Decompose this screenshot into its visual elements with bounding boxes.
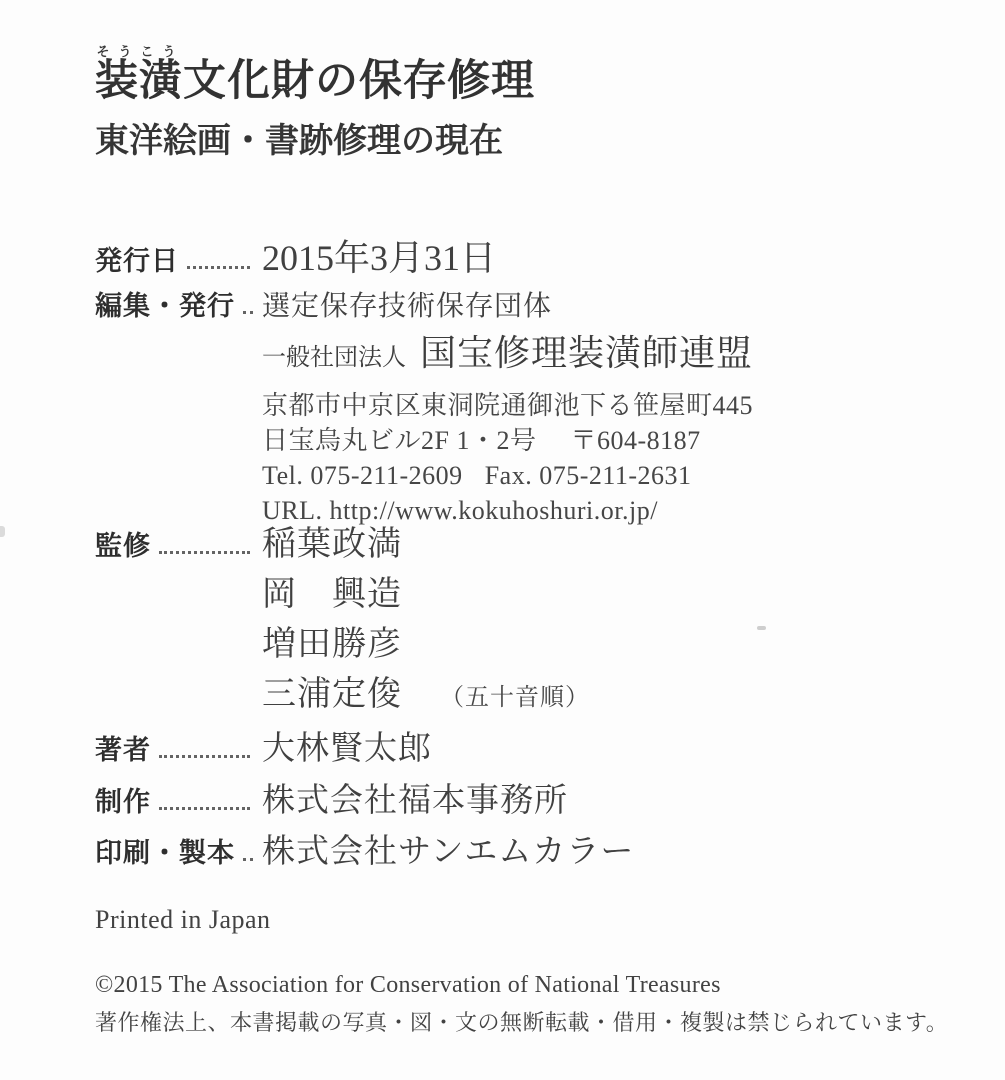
title-rest: 文化財の保存修理 (183, 58, 535, 105)
website-url: URL. http://www.kokuhoshuri.or.jp/ (262, 496, 658, 525)
supervisor-names (262, 520, 590, 723)
book-subtitle: 東洋絵画・書跡修理の現在 (95, 122, 503, 160)
printing-binding-label-group (95, 831, 262, 870)
production-label-group (95, 780, 262, 819)
publish-date-value: 2015年3月31日 (262, 238, 497, 278)
postal-code: 〒604-8187 (570, 426, 701, 455)
editor-publisher-label-group (95, 284, 262, 323)
production-label: 制作 (95, 787, 151, 817)
preservation-organization: 選定保存技術保存団体 (262, 291, 553, 322)
tel-number: Tel. 075-211-2609 (262, 461, 463, 490)
printing-binding-label: 印刷・製本 (95, 838, 235, 868)
production-company: 株式会社福本事務所 (262, 783, 568, 819)
corporation-line (262, 331, 753, 383)
author-label: 著者 (95, 735, 151, 765)
supervisor-name-with-note (262, 670, 590, 723)
supervisor-name: 岡 興造 (262, 576, 402, 613)
supervisor-name: 増田勝彦 (262, 626, 402, 663)
author-label-group (95, 728, 262, 767)
dotted-leader (159, 807, 250, 810)
printed-in-japan: Printed in Japan (95, 905, 271, 934)
dotted-leader (243, 311, 253, 314)
row-production (95, 774, 568, 821)
title-block (95, 44, 535, 162)
editor-publisher-label: 編集・発行 (95, 291, 235, 321)
fax-number: Fax. 075-211-2631 (484, 461, 692, 490)
dotted-leader (243, 858, 253, 861)
title-ruby-base: 装潢 (95, 58, 183, 105)
printing-company: 株式会社サンエムカラー (262, 834, 635, 870)
address-line-2 (262, 423, 701, 458)
supervisor-name: 稲葉政満 (262, 526, 402, 563)
dotted-leader (187, 266, 250, 269)
publish-date-label-group (95, 239, 262, 278)
dotted-leader (159, 755, 250, 758)
row-author (95, 722, 432, 769)
publish-date-label: 発行日 (95, 246, 179, 276)
row-publish-date (95, 230, 496, 281)
supervision-label: 監修 (95, 531, 151, 561)
scan-artifact (757, 626, 766, 630)
rights-notice-ja: 著作権法上、本書掲載の写真・図・文の無断転載・借用・複製は禁じられています。 (95, 1010, 949, 1035)
copyright-notice-en: ©2015 The Association for Conservation of National Treasures (95, 972, 721, 998)
title-ruby (95, 44, 183, 105)
corporation-name: 国宝修理装潢師連盟 (420, 333, 754, 373)
editor-publisher-lines (262, 290, 753, 528)
corporation-prefix: 一般社団法人 (262, 345, 406, 371)
dotted-leader (159, 551, 250, 554)
scan-artifact (0, 526, 5, 537)
tel-fax-line (262, 458, 692, 493)
supervisor-name: 三浦定俊 (262, 676, 402, 713)
row-supervision (95, 520, 590, 723)
name-order-note: （五十音順） (440, 685, 590, 711)
supervision-label-group (95, 524, 262, 563)
author-name: 大林賢太郎 (262, 731, 432, 767)
row-editor-publisher (95, 284, 753, 528)
address-line-1: 京都市中京区東洞院通御池下る笹屋町445 (262, 391, 754, 420)
title-furigana: そうこう (95, 44, 183, 59)
book-title (95, 44, 535, 109)
building-address: 日宝烏丸ビル2F 1・2号 (262, 426, 537, 455)
row-printing-binding (95, 825, 634, 872)
